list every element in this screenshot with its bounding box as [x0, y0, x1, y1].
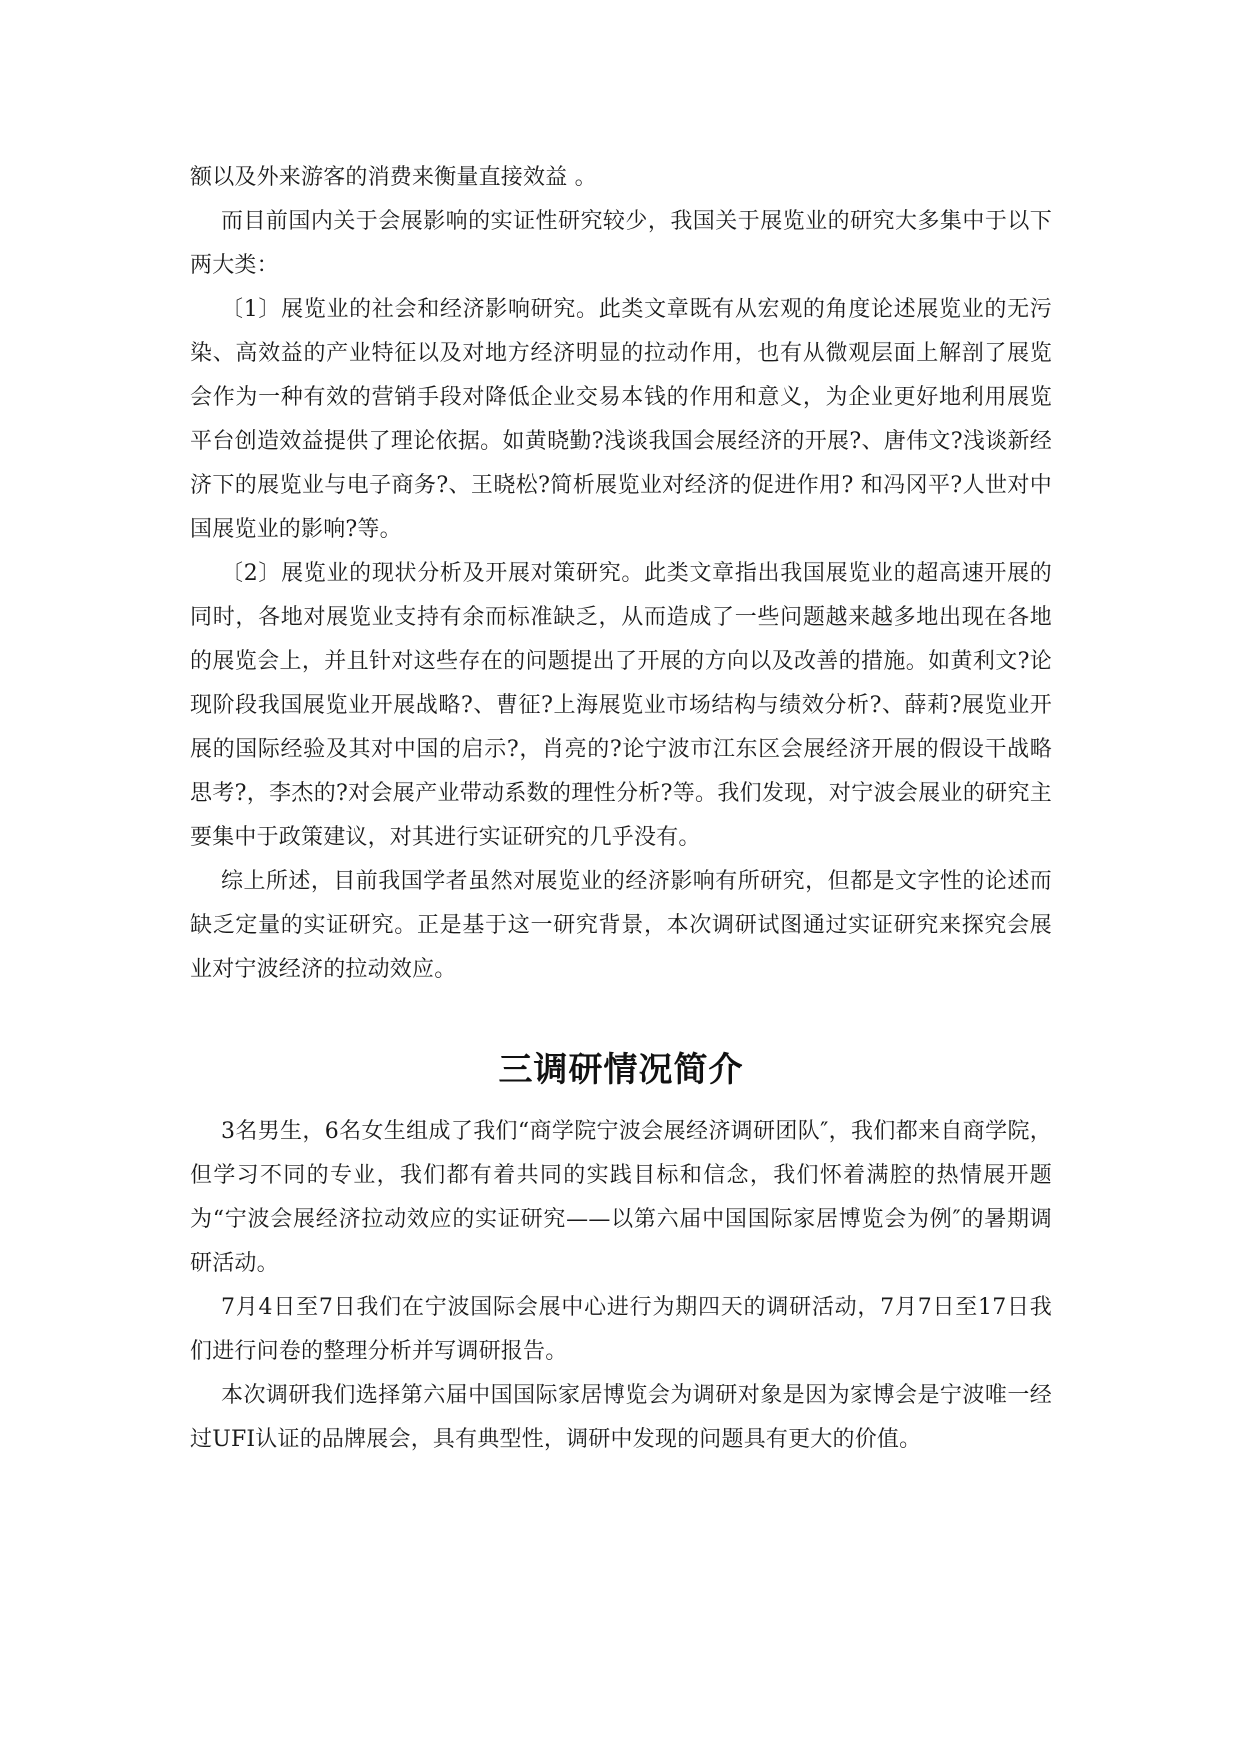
- paragraph-research-overview: 而目前国内关于会展影响的实证性研究较少，我国关于展览业的研究大多集中于以下两大类：: [190, 209, 1052, 278]
- document-body: [190, 156, 1052, 1462]
- paragraph-category-1: 〔1〕展览业的社会和经济影响研究。此类文章既有从宏观的角度论述展览业的无污染、高效益的产业特征以及对地方经济明显的拉动作用，也有从微观层面上解剖了展览会作为一种有效的营销手段对降低企业交易本钱的作用和意义，为企业更好地利用展览平台创造效益提供了理论依据。如黄晓勤?浅谈我国会展经济的开展?、唐伟文?浅谈新经济下的展览业与电子商务?、王晓松?简析展览业对经济的促进作用? 和冯冈平?人世对中国展览业的影响?等。: [190, 297, 1052, 542]
- section-heading: 三调研情况简介: [498, 1050, 744, 1090]
- paragraph-continuation: 额以及外来游客的消费来衡量直接效益 。: [190, 165, 597, 190]
- paragraph-research-object: 本次调研我们选择第六届中国国际家居博览会为调研对象是因为家博会是宁波唯一经过UFI认证的品牌展会，具有典型性，调研中发现的问题具有更大的价值。: [190, 1383, 1052, 1452]
- paragraph-summary: 综上所述，目前我国学者虽然对展览业的经济影响有所研究，但都是文字性的论述而缺乏定量的实证研究。正是基于这一研究背景，本次调研试图通过实证研究来探究会展业对宁波经济的拉动效应。: [190, 869, 1052, 982]
- paragraph-team-intro: 3名男生，6名女生组成了我们“商学院宁波会展经济调研团队″，我们都来自商学院，但学习不同的专业，我们都有着共同的实践目标和信念，我们怀着满腔的热情展开题为“宁波会展经济拉动效应的实证研究——以第六届中国国际家居博览会为例″的暑期调研活动。: [190, 1119, 1052, 1276]
- paragraph-schedule: 7月4日至7日我们在宁波国际会展中心进行为期四天的调研活动，7月7日至17日我们进行问卷的整理分析并写调研报告。: [190, 1295, 1052, 1364]
- paragraph-category-2: 〔2〕展览业的现状分析及开展对策研究。此类文章指出我国展览业的超高速开展的同时，各地对展览业支持有余而标准缺乏，从而造成了一些问题越来越多地出现在各地的展览会上，并且针对这些存在的问题提出了开展的方向以及改善的措施。如黄利文?论现阶段我国展览业开展战略?、曹征?上海展览业市场结构与绩效分析?、薛莉?展览业开展的国际经验及其对中国的启示?，肖亮的?论宁波市江东区会展经济开展的假设干战略思考?，李杰的?对会展产业带动系数的理性分析?等。我们发现，对宁波会展业的研究主要集中于政策建议，对其进行实证研究的几乎没有。: [190, 561, 1052, 850]
